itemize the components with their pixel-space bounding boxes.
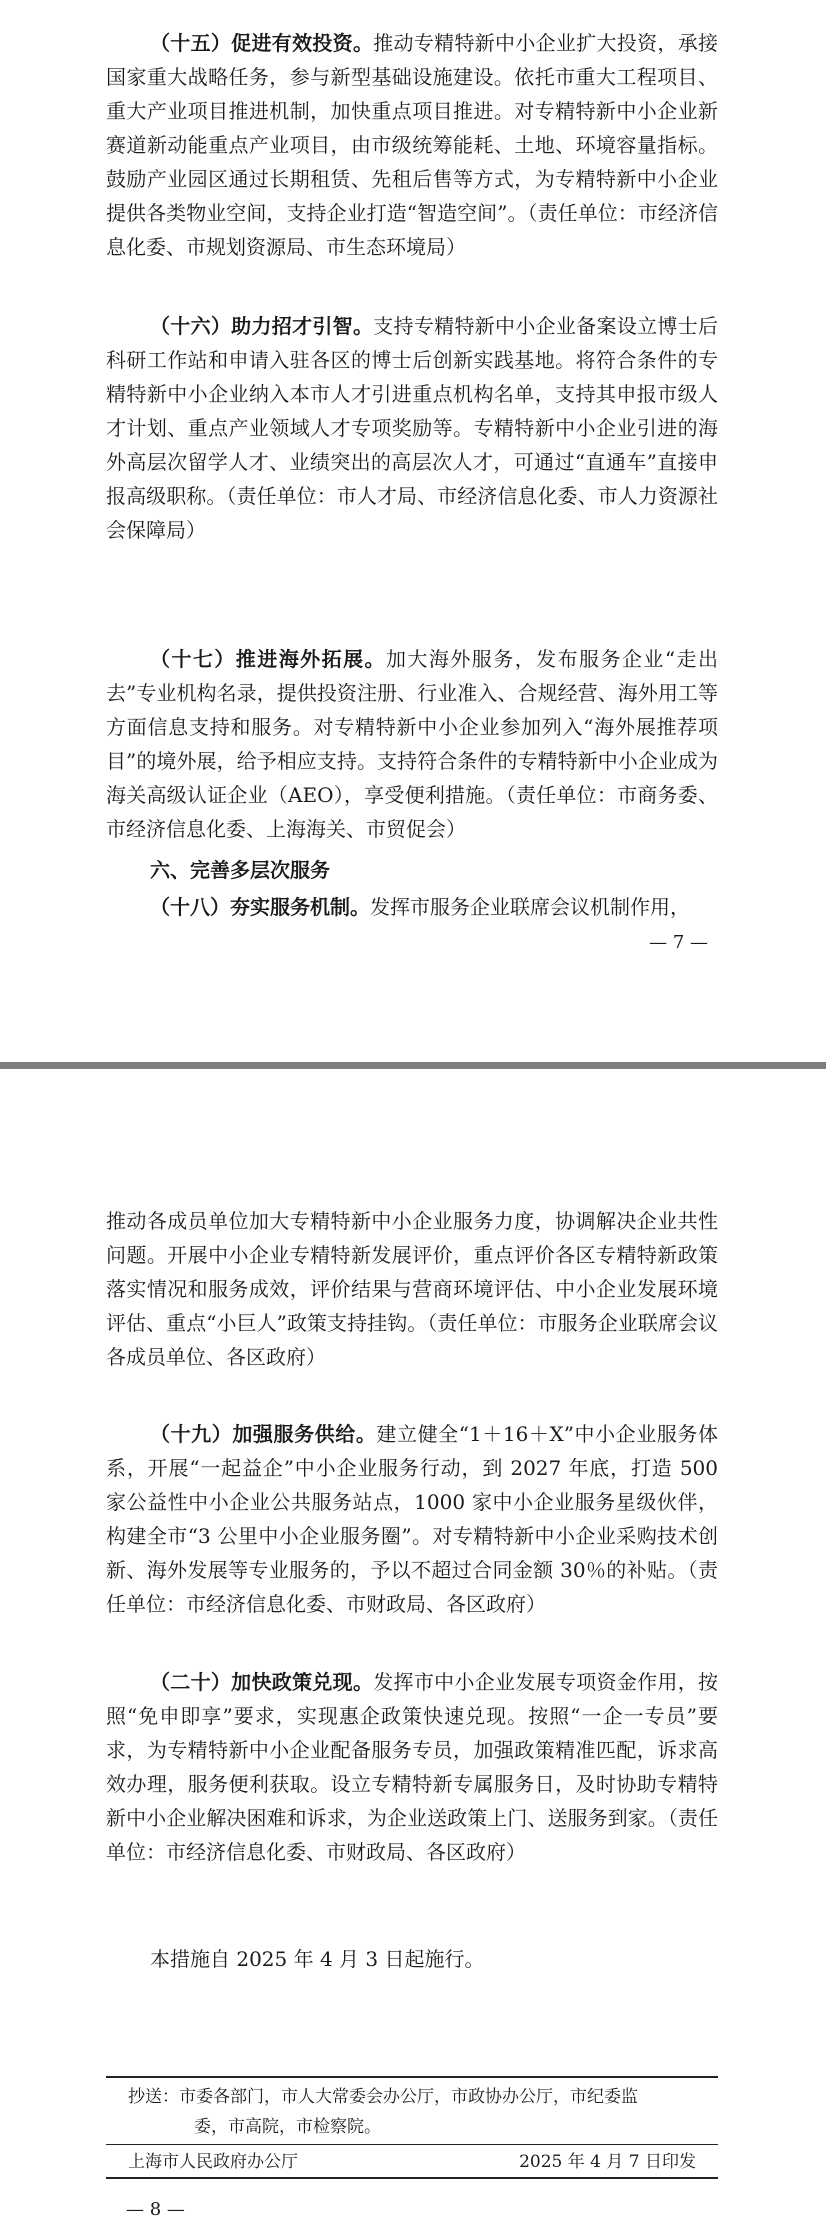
paragraph-16-heading: （十六）助力招才引智。 xyxy=(150,314,374,338)
issuance-line xyxy=(106,2147,718,2179)
paragraph-16-body: 支持专精特新中小企业备案设立博士后科研工作站和申请入驻各区的博士后创新实践基地。将符合条件的专精特新中小企业纳入本市人才引进重点机构名单，支持其申报市级人才计划、重点产业领域人才专项奖励等。专精特新中小企业引进的海外高层次留学人才、业绩突出的高层次人才，可通过“直通车”直接申报高级职称。（责任单位：市人才局、市经济信息化委、市人力资源社会保障局） xyxy=(106,314,719,542)
paragraph-16 xyxy=(106,309,718,547)
paragraph-15 xyxy=(106,26,718,264)
paragraph-19-heading: （十九）加强服务供给。 xyxy=(150,1422,377,1446)
paragraph-17 xyxy=(106,642,718,846)
paragraph-19 xyxy=(106,1417,718,1621)
paragraph-17-heading: （十七）推进海外拓展。 xyxy=(150,647,386,671)
paragraph-20-body: 发挥市中小企业发展专项资金作用，按照“免申即享”要求，实现惠企政策快速兑现。按照“一企一专员”要求，为专精特新中小企业配备服务专员，加强政策精准匹配，诉求高效办理，服务便利获取。设立专精特新专属服务日，及时协助专精特新中小企业解决困难和诉求，为企业送政策上门、送服务到家。（责任单位：市经济信息化委、市财政局、各区政府） xyxy=(106,1670,719,1864)
page-number: — 8 — xyxy=(126,2199,185,2220)
paragraph-19-body: 建立健全“1＋16＋X”中小企业服务体系，开展“一起益企”中小企业服务行动，到 2027 年底，打造 500 家公益性中小企业公共服务站点，1000 家中小企业服务星级伙伴，构建全市“3 公里中小企业服务圈”。对专精特新中小企业采购技术创新、海外发展等专业服务的，予以不超过合同金额 30％的补贴。（责任单位：市经济信息化委、市财政局、各区政府） xyxy=(106,1422,718,1616)
paragraph-15-body: 推动专精特新中小企业扩大投资，承接国家重大战略任务，参与新型基础设施建设。依托市重大工程项目、重大产业项目推进机制，加快重点项目推进。对专精特新中小企业新赛道新动能重点产业项目，由市级统筹能耗、土地、环境容量指标。鼓励产业园区通过长期租赁、先租后售等方式，为专精特新中小企业提供各类物业空间，支持企业打造“智造空间”。（责任单位：市经济信息化委、市规划资源局、市生态环境局） xyxy=(106,31,719,259)
issuer-name: 上海市人民政府办公厅 xyxy=(128,2152,298,2172)
copy-to-line-1: 抄送：市委各部门，市人大常委会办公厅，市政协办公厅，市纪委监 xyxy=(128,2087,638,2107)
paragraph-20-heading: （二十）加快政策兑现。 xyxy=(150,1670,374,1694)
document-page-8 xyxy=(0,1069,826,2237)
paragraph-17-body: 加大海外服务，发布服务企业“走出去”专业机构名录，提供投资注册、行业准入、合规经营、海外用工等方面信息支持和服务。对专精特新中小企业参加列入“海外展推荐项目”的境外展，给予相应支持。支持符合条件的专精特新中小企业成为海关高级认证企业（AEO），享受便利措施。（责任单位：市商务委、市经济信息化委、上海海关、市贸促会） xyxy=(106,647,718,841)
section-heading-6: 六、完善多层次服务 xyxy=(150,858,330,882)
page-number: — 7 — xyxy=(649,932,708,953)
effective-date-statement: 本措施自 2025 年 4 月 3 日起施行。 xyxy=(150,1947,485,1971)
paragraph-18 xyxy=(106,890,718,924)
paragraph-15-heading: （十五）促进有效投资。 xyxy=(150,31,374,55)
paragraph-18-continued: 推动各成员单位加大专精特新中小企业服务力度，协调解决企业共性问题。开展中小企业专精特新发展评价，重点评价各区专精特新政策落实情况和服务成效，评价结果与营商环境评估、中小企业发展环境评估、重点“小巨人”政策支持挂钩。（责任单位：市服务企业联席会议各成员单位、各区政府） xyxy=(106,1209,718,1369)
copy-to-line-2: 委，市高院，市检察院。 xyxy=(194,2117,381,2137)
copy-to-block xyxy=(106,2076,718,2145)
paragraph-18-heading: （十八）夯实服务机制。 xyxy=(150,895,370,919)
issue-date: 2025 年 4 月 7 日印发 xyxy=(519,2152,696,2172)
page-separator xyxy=(0,1062,826,1069)
document-page-7 xyxy=(0,0,826,1062)
paragraph-18-body: 发挥市服务企业联席会议机制作用， xyxy=(370,895,690,919)
paragraph-20 xyxy=(106,1665,718,1869)
